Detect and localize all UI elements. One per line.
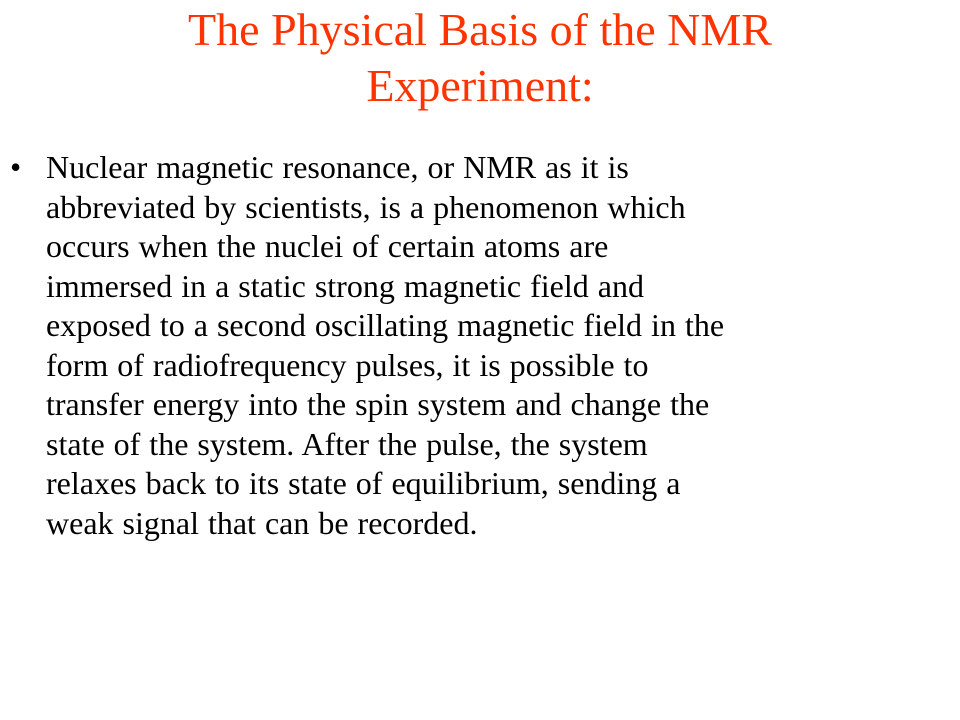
body-line-10: weak signal that can be recorded. xyxy=(46,504,478,541)
body-line-8: state of the system. After the pulse, the system xyxy=(46,425,648,462)
body-line-4: immersed in a static strong magnetic field and xyxy=(46,267,644,304)
slide-title xyxy=(0,2,960,114)
bullet-dot-icon: • xyxy=(10,149,22,185)
body-line-6: form of radiofrequency pulses, it is possible to xyxy=(46,346,649,383)
body-line-9: relaxes back to its state of equilibrium, sending a xyxy=(46,465,681,501)
body-line-1: Nuclear magnetic resonance, or NMR as it is xyxy=(46,149,629,185)
bullet-list xyxy=(0,148,960,543)
body-line-5: exposed to a second oscillating magnetic field in the xyxy=(46,307,725,343)
body-line-3: occurs when the nuclei of certain atoms are xyxy=(46,228,609,264)
body-line-7: transfer energy into the spin system and change the xyxy=(46,386,710,422)
body-line-2: abbreviated by scientists, is a phenomenon which xyxy=(46,188,686,225)
title-line-2: Experiment: xyxy=(366,60,594,111)
bullet-item xyxy=(0,148,960,543)
title-line-1: The Physical Basis of the NMR xyxy=(188,4,772,55)
